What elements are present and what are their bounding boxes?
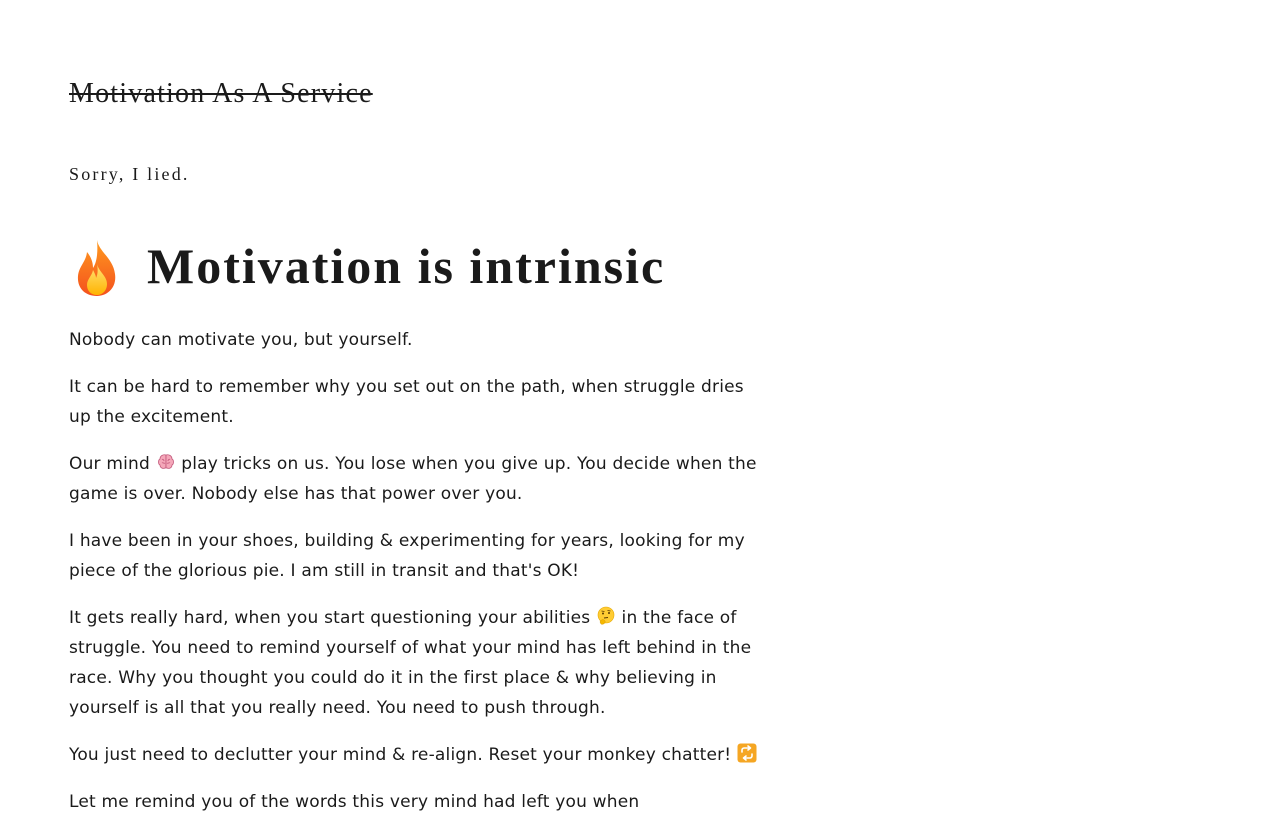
fire-icon <box>69 238 125 298</box>
paragraph <box>69 603 764 723</box>
paragraph <box>69 740 764 770</box>
paragraph: Nobody can motivate you, but yourself. <box>69 330 413 350</box>
repeat-icon <box>737 743 757 763</box>
paragraph: I have been in your shoes, building & experimenting for years, looking for my piece of the glorious pie. I am still in transit and that's OK! <box>69 531 745 581</box>
thinking-face-icon <box>596 606 616 626</box>
brain-icon <box>156 452 176 472</box>
article-body <box>69 325 764 834</box>
site-title[interactable]: Motivation As A Service <box>69 78 373 109</box>
paragraph: Let me remind you of the words this very mind had left you when <box>69 792 640 812</box>
paragraph-text: play tricks on us. You lose when you give up. You decide when the game is over. Nobody else has that power over you. <box>69 454 757 504</box>
heading-text: Motivation is intrinsic <box>147 238 666 294</box>
paragraph: It can be hard to remember why you set out on the path, when struggle dries up the excitement. <box>69 377 744 427</box>
paragraph-text: in the face of struggle. You need to remind yourself of what your mind has left behind in the race. Why you thought you could do it in the first place & why believing in yourself is all that you really need. You need to push through. <box>69 608 752 718</box>
tagline: Sorry, I lied. <box>69 164 190 184</box>
paragraph-text: You just need to declutter your mind & re-align. Reset your monkey chatter! <box>69 745 737 765</box>
paragraph-text: It gets really hard, when you start questioning your abilities <box>69 608 596 628</box>
paragraph <box>69 449 764 509</box>
section-heading <box>69 236 665 296</box>
paragraph-text: Our mind <box>69 454 156 474</box>
